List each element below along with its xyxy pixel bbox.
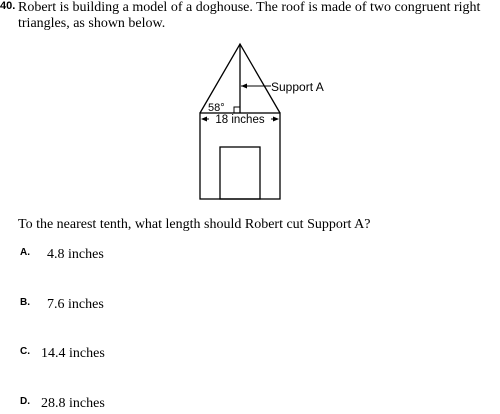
question-stem: Robert is building a model of a doghouse. The roof is made of two congruent right triangles, as shown below.	[18, 0, 481, 31]
choice-text: 14.4 inches	[41, 346, 105, 361]
width-label: 18 inches	[215, 114, 265, 126]
choice-letter: B.	[20, 297, 30, 308]
doghouse-figure	[180, 40, 340, 202]
right-angle-mark	[234, 107, 240, 113]
choice-letter: A.	[20, 247, 30, 258]
dimension-arrowhead-left	[201, 117, 207, 122]
support-a-arrowhead	[241, 84, 247, 89]
question-number: 40.	[0, 0, 16, 12]
doghouse-diagram	[180, 40, 340, 202]
dimension-arrowhead-right	[273, 117, 279, 122]
angle-label: 58°	[208, 102, 225, 114]
choice-text: 7.6 inches	[47, 297, 104, 312]
choice-letter: C.	[20, 346, 30, 357]
support-a-label: Support A	[271, 80, 324, 94]
question-prompt: To the nearest tenth, what length should Robert cut Support A?	[18, 217, 371, 232]
choice-text: 28.8 inches	[41, 396, 105, 411]
choice-letter: D.	[20, 396, 30, 407]
choice-text: 4.8 inches	[47, 247, 104, 262]
door	[220, 147, 260, 199]
